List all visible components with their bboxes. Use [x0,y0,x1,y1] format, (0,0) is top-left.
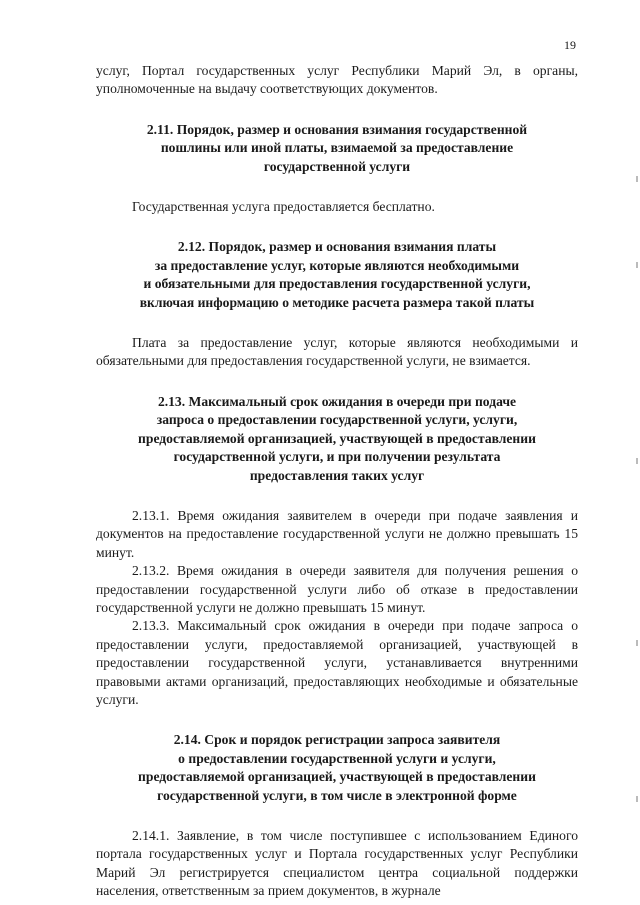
paragraph-continuation: услуг, Портал государственных услуг Республики Марий Эл, в органы, уполномоченные на выдачу соответствующих документов. [96,63,578,97]
paragraph-2-13-2: 2.13.2. Время ожидания в очереди заявителя для получения решения о предоставлении государственной услуги либо об отказе в предоставлении государственной услуги не должно превышать 15 минут. [96,563,578,615]
section-heading-2-13 [96,393,578,485]
heading-line: за предоставление услуг, которые являются необходимыми [154,257,520,273]
heading-line: государственной услуги, в том числе в электронной форме [157,787,517,803]
scan-edge-mark [636,458,638,464]
heading-line: 2.14. Срок и порядок регистрации запроса заявителя [173,732,501,748]
heading-line: запроса о предоставлении государственной услуги, услуги, [156,412,518,428]
heading-line: 2.11. Порядок, размер и основания взимания государственной [146,121,528,137]
scan-edge-mark [636,640,638,646]
scan-edge-mark [636,796,638,802]
heading-line: 2.13. Максимальный срок ожидания в очереди при подаче [157,393,517,409]
heading-line: предоставляемой организацией, участвующей в предоставлении [138,430,536,446]
heading-line: о предоставлении государственной услуги и услуги, [178,750,496,766]
paragraph-2-13-3: 2.13.3. Максимальный срок ожидания в очереди при подаче запроса о предоставлении услуги, предоставляемой организацией, участвующей в предоставлении государственной услуги, устанавливается внутренними правовыми актами организаций, предоставляющих необходимые и обязательные услуги. [96,618,578,707]
heading-line: включая информацию о методике расчета размера такой платы [139,294,535,310]
heading-line: пошлины или иной платы, взимаемой за предоставление [160,140,514,156]
paragraph-2-14-1: 2.14.1. Заявление, в том числе поступившее с использованием Единого портала государственных услуг и Портала государственных услуг Республики Марий Эл регистрируется специалистом центра социальной поддержки населения, ответственным за прием документов, в журнале [96,828,578,899]
document-body [96,62,578,901]
paragraph-2-12: Плата за предоставление услуг, которые являются необходимыми и обязательными для предоставления государственной услуги, не взимается. [96,335,578,369]
scan-edge-mark [636,176,638,182]
section-heading-2-14 [96,731,578,805]
heading-line: предоставляемой организацией, участвующей в предоставлении [138,769,536,785]
scan-edge-mark [636,262,638,268]
paragraph-2-13-1: 2.13.1. Время ожидания заявителем в очереди при подаче заявления и документов на предоставление государственной услуги не должно превышать 15 минут. [96,507,578,560]
page-number: 19 [564,38,576,52]
section-heading-2-11 [96,121,578,176]
heading-line: и обязательными для предоставления государственной услуги, [143,276,531,292]
heading-line: 2.12. Порядок, размер и основания взимания платы [177,239,497,255]
heading-line: предоставления таких услуг [249,467,425,483]
heading-line: государственной услуги, и при получении результата [173,449,501,465]
heading-line: государственной услуги [263,158,411,174]
section-heading-2-12 [96,238,578,312]
paragraph-2-11: Государственная услуга предоставляется бесплатно. [132,199,435,215]
